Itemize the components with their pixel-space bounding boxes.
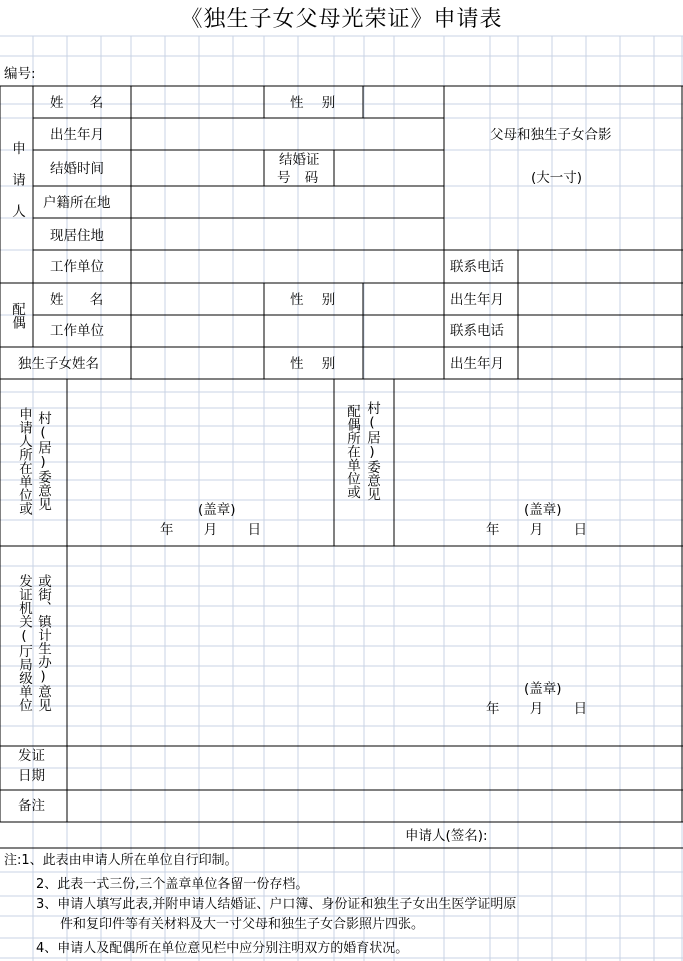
spouse-birth-label: 出生年月 [450,292,504,308]
spouse-gender-label: 性 别 [290,292,336,308]
issue-date-label-2: 日期 [18,768,45,784]
photo-label: 父母和独生子女合影 [490,127,612,143]
spouse-work-label: 工作单位 [50,323,104,339]
applicant-work-label: 工作单位 [50,259,104,275]
issuer-opinion-date: 年 月 日 [486,701,588,717]
child-name-label: 独生子女姓名 [18,356,99,372]
applicant-name-label: 姓 名 [50,95,104,111]
applicant-opinion-date: 年 月 日 [160,522,262,538]
applicant-gender-label: 性 别 [290,95,336,111]
hukou-label: 户籍所在地 [43,195,111,211]
note-item: 2、此表一式三份,三个盖章单位各留一份存档。 [36,877,309,892]
remarks-label: 备注 [18,798,45,814]
spouse-village-opinion-label: 村(居)委意见 [364,401,380,501]
note-item: 注:1、此表由申请人所在单位自行印制。 [4,853,238,868]
marriage-cert-label: 结婚证 [279,152,320,168]
spouse-opinion-date: 年 月 日 [486,522,588,538]
spouse-name-label: 姓 名 [50,292,104,308]
issue-date-label: 发证 [18,748,45,764]
note-item: 3、申请人填写此表,并附申请人结婚证、户口簿、身份证和独生子女出生医学证明原 [36,897,517,912]
spouse-section-label: 配偶 [9,301,25,329]
child-gender-label: 性 别 [290,356,336,372]
applicant-signature-label: 申请人(签名): [405,828,488,844]
spouse-seal-label: (盖章) [524,502,562,518]
applicant-unit-opinion-label: 申请人所在单位或 [16,407,32,515]
applicant-seal-label: (盖章) [198,502,236,518]
issuer-opinion-label: 发证机关(厅局级单位 [16,574,32,712]
applicant-phone-label: 联系电话 [450,259,504,275]
photo-size-label: (大一寸) [531,170,583,186]
address-label: 现居住地 [50,228,104,244]
spouse-unit-opinion-label: 配偶所在单位或 [344,403,360,499]
applicant-village-opinion-label: 村(居)委意见 [35,411,51,511]
serial-number-label: 编号: [4,66,36,82]
marriage-time-label: 结婚时间 [50,161,104,177]
note-item: 件和复印件等有关材料及大一寸父母和独生子女合影照片四张。 [60,917,425,932]
issuer-township-opinion-label: 或街、镇计生办)意见 [35,574,51,712]
applicant-birth-label: 出生年月 [50,127,104,143]
page-title: 《独生子女父母光荣证》申请表 [180,7,503,32]
spouse-phone-label: 联系电话 [450,323,504,339]
child-birth-label: 出生年月 [450,356,504,372]
note-item: 4、申请人及配偶所在单位意见栏中应分别注明双方的婚育状况。 [36,941,409,956]
marriage-cert-number-label: 号 码 [277,170,319,186]
applicant-section-label: 申请人 [9,140,25,236]
issuer-seal-label: (盖章) [524,681,562,697]
